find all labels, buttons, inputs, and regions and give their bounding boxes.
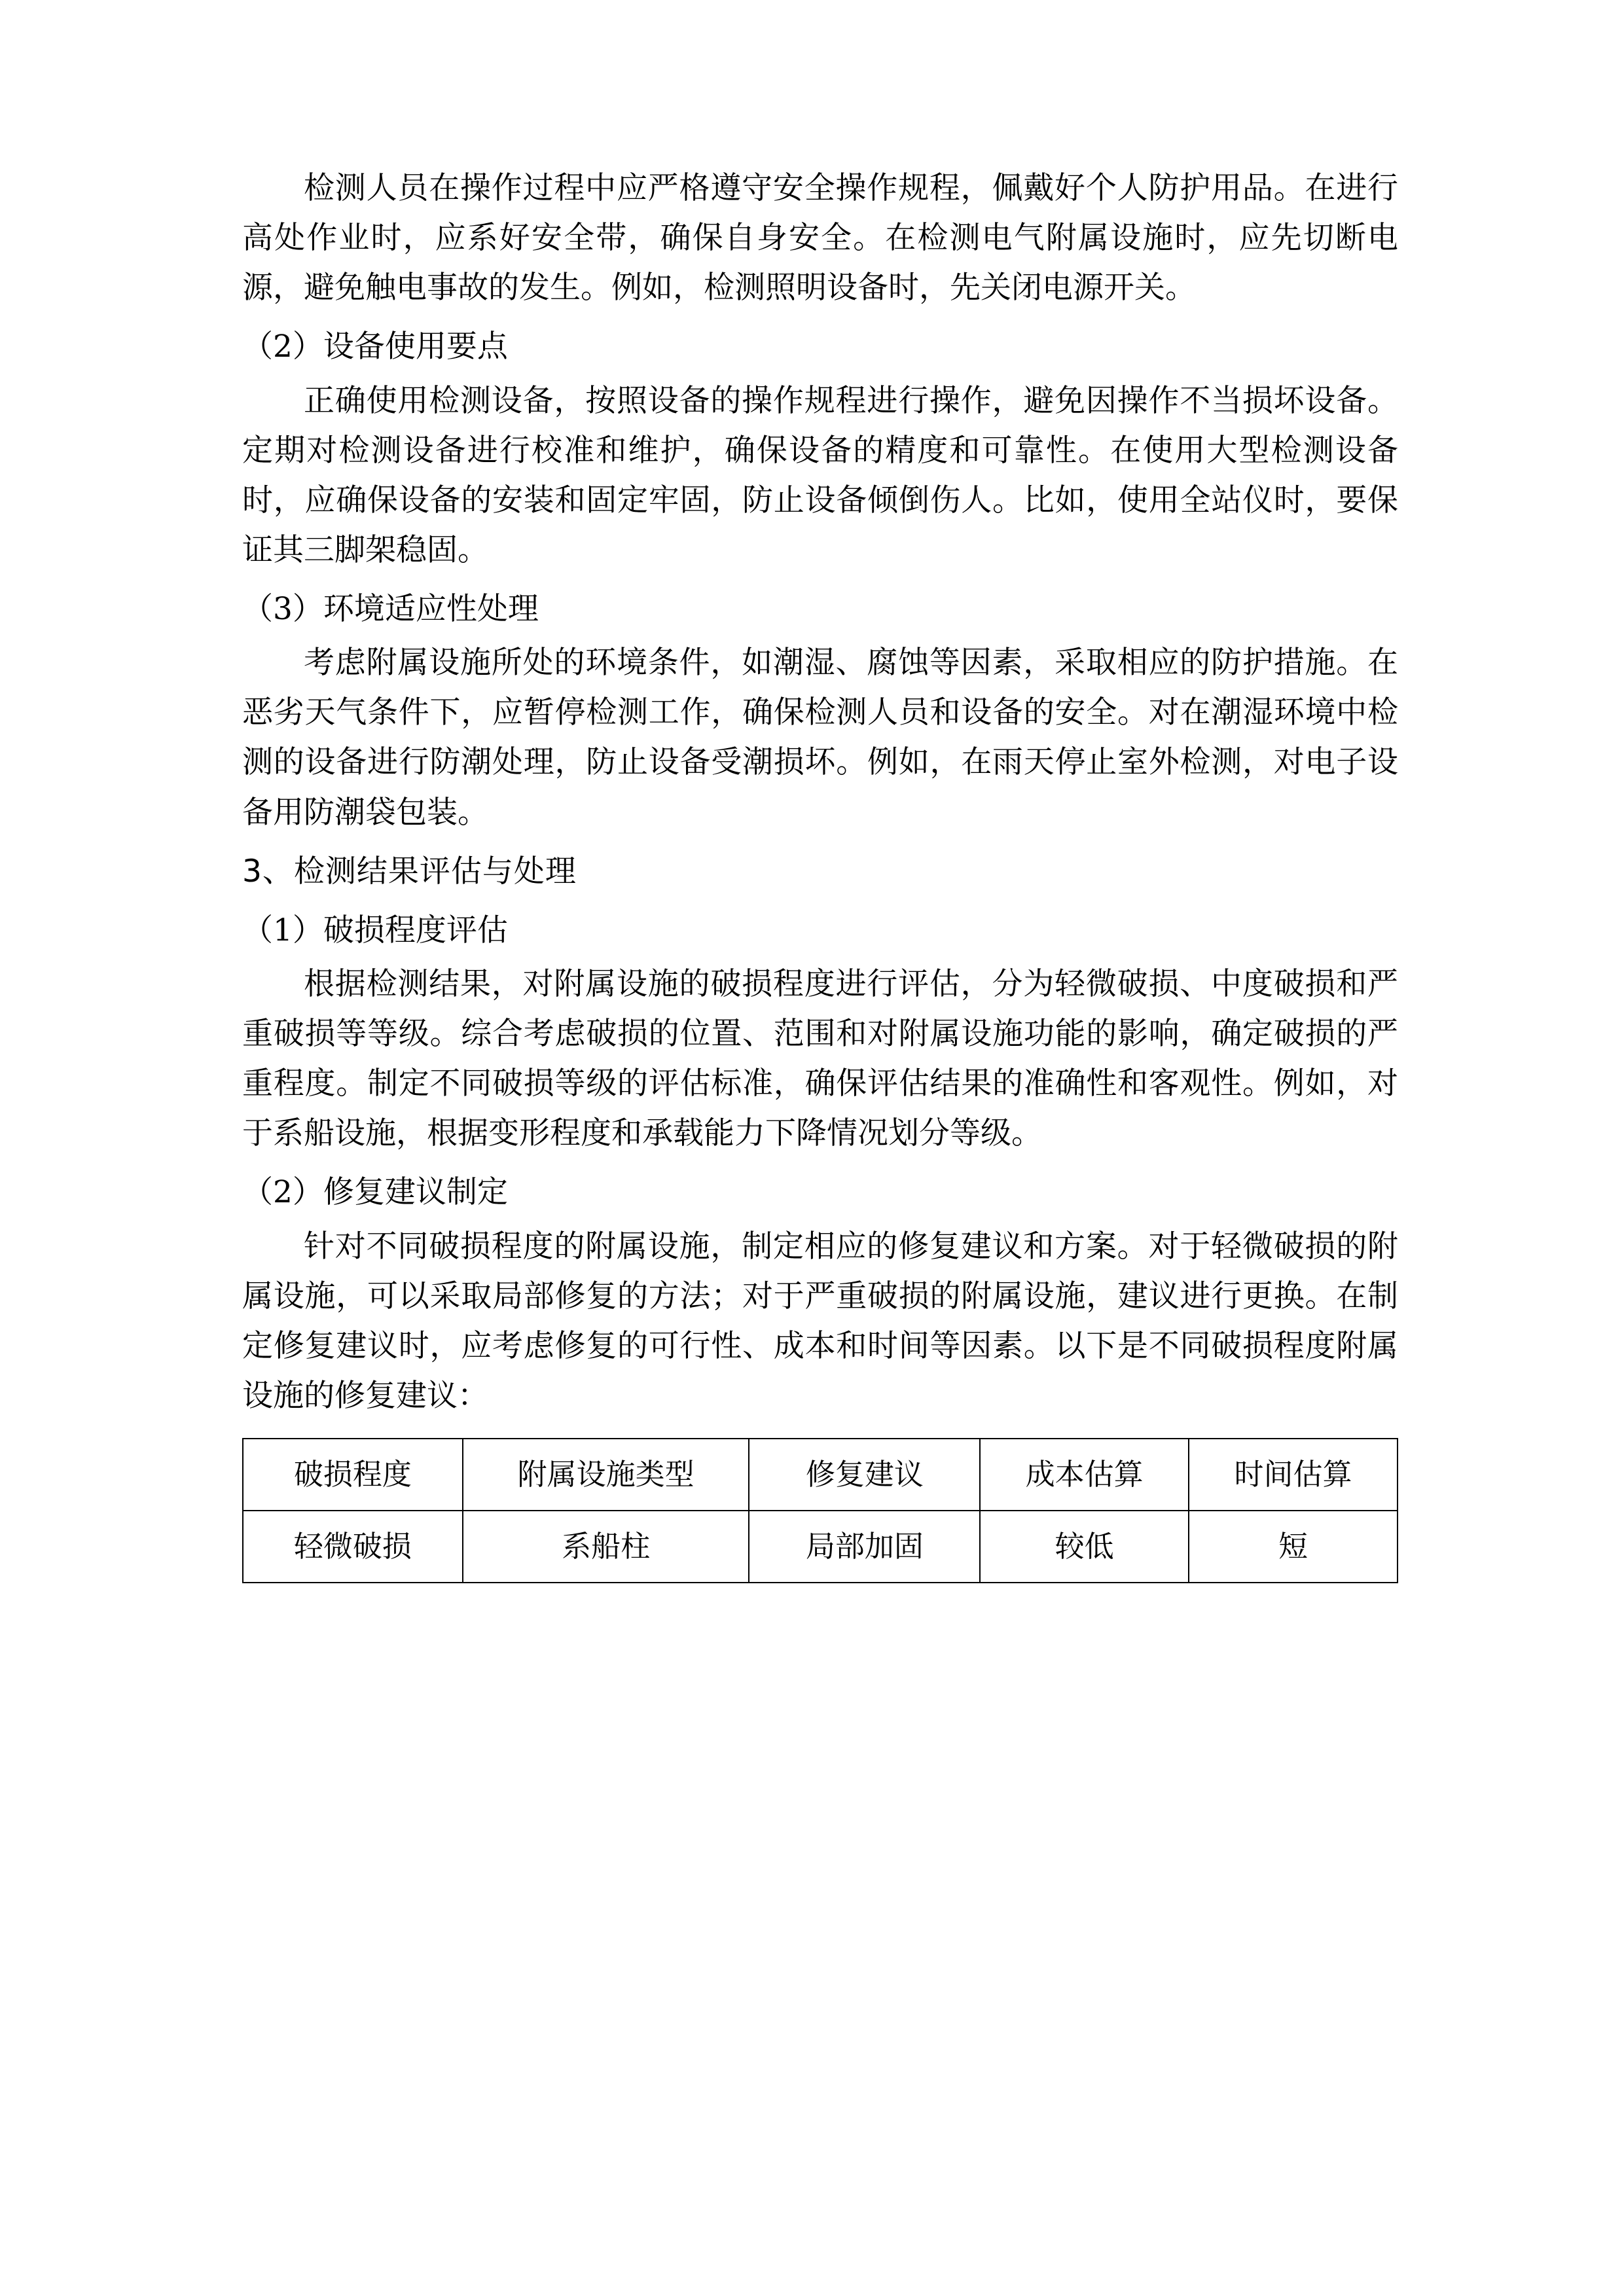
table-header-cell: 成本估算 xyxy=(980,1439,1189,1511)
document-body xyxy=(242,164,1398,1583)
paragraph-safety-operation: 检测人员在操作过程中应严格遵守安全操作规程，佩戴好个人防护用品。在进行高处作业时，应系好安全带，确保自身安全。在检测电气附属设施时，应先切断电源，避免触电事故的发生。例如，检测照明设备时，先关闭电源开关。 xyxy=(242,170,1398,306)
table-header-row xyxy=(243,1439,1398,1511)
paragraph-equipment-usage: 正确使用检测设备，按照设备的操作规程进行操作，避免因操作不当损坏设备。定期对检测设备进行校准和维护，确保设备的精度和可靠性。在使用大型检测设备时，应确保设备的安装和固定牢固，防止设备倾倒伤人。比如，使用全站仪时，要保证其三脚架稳固。 xyxy=(242,382,1398,568)
heading-result-evaluation: 3、检测结果评估与处理 xyxy=(242,853,577,889)
repair-suggestion-table xyxy=(242,1438,1398,1583)
paragraph-damage-assessment: 根据检测结果，对附属设施的破损程度进行评估，分为轻微破损、中度破损和严重破损等等级。综合考虑破损的位置、范围和对附属设施功能的影响，确定破损的严重程度。制定不同破损等级的评估标准，确保评估结果的准确性和客观性。例如，对于系船设施，根据变形程度和承载能力下降情况划分等级。 xyxy=(242,965,1398,1152)
heading-environment-adaptation: （3）环境适应性处理 xyxy=(242,591,539,627)
paragraph-environment-adaptation: 考虑附属设施所处的环境条件，如潮湿、腐蚀等因素，采取相应的防护措施。在恶劣天气条件下，应暂停检测工作，确保检测人员和设备的安全。对在潮湿环境中检测的设备进行防潮处理，防止设备受潮损坏。例如，在雨天停止室外检测，对电子设备用防潮袋包装。 xyxy=(242,645,1398,831)
table-cell: 短 xyxy=(1189,1511,1398,1583)
table-header-cell: 附属设施类型 xyxy=(463,1439,749,1511)
heading-equipment-usage: （2）设备使用要点 xyxy=(242,329,508,365)
table-header-cell: 修复建议 xyxy=(749,1439,980,1511)
paragraph-repair-suggestion: 针对不同破损程度的附属设施，制定相应的修复建议和方案。对于轻微破损的附属设施，可以采取局部修复的方法；对于严重破损的附属设施，建议进行更换。在制定修复建议时，应考虑修复的可行性、成本和时间等因素。以下是不同破损程度附属设施的修复建议： xyxy=(242,1228,1398,1414)
table-row xyxy=(243,1511,1398,1583)
table-header-cell: 时间估算 xyxy=(1189,1439,1398,1511)
table-cell: 局部加固 xyxy=(749,1511,980,1583)
table-header-cell: 破损程度 xyxy=(243,1439,463,1511)
table-cell: 较低 xyxy=(980,1511,1189,1583)
table-cell: 系船柱 xyxy=(463,1511,749,1583)
table-cell: 轻微破损 xyxy=(243,1511,463,1583)
heading-repair-suggestion: （2）修复建议制定 xyxy=(242,1174,508,1211)
heading-damage-assessment: （1）破损程度评估 xyxy=(242,912,508,948)
